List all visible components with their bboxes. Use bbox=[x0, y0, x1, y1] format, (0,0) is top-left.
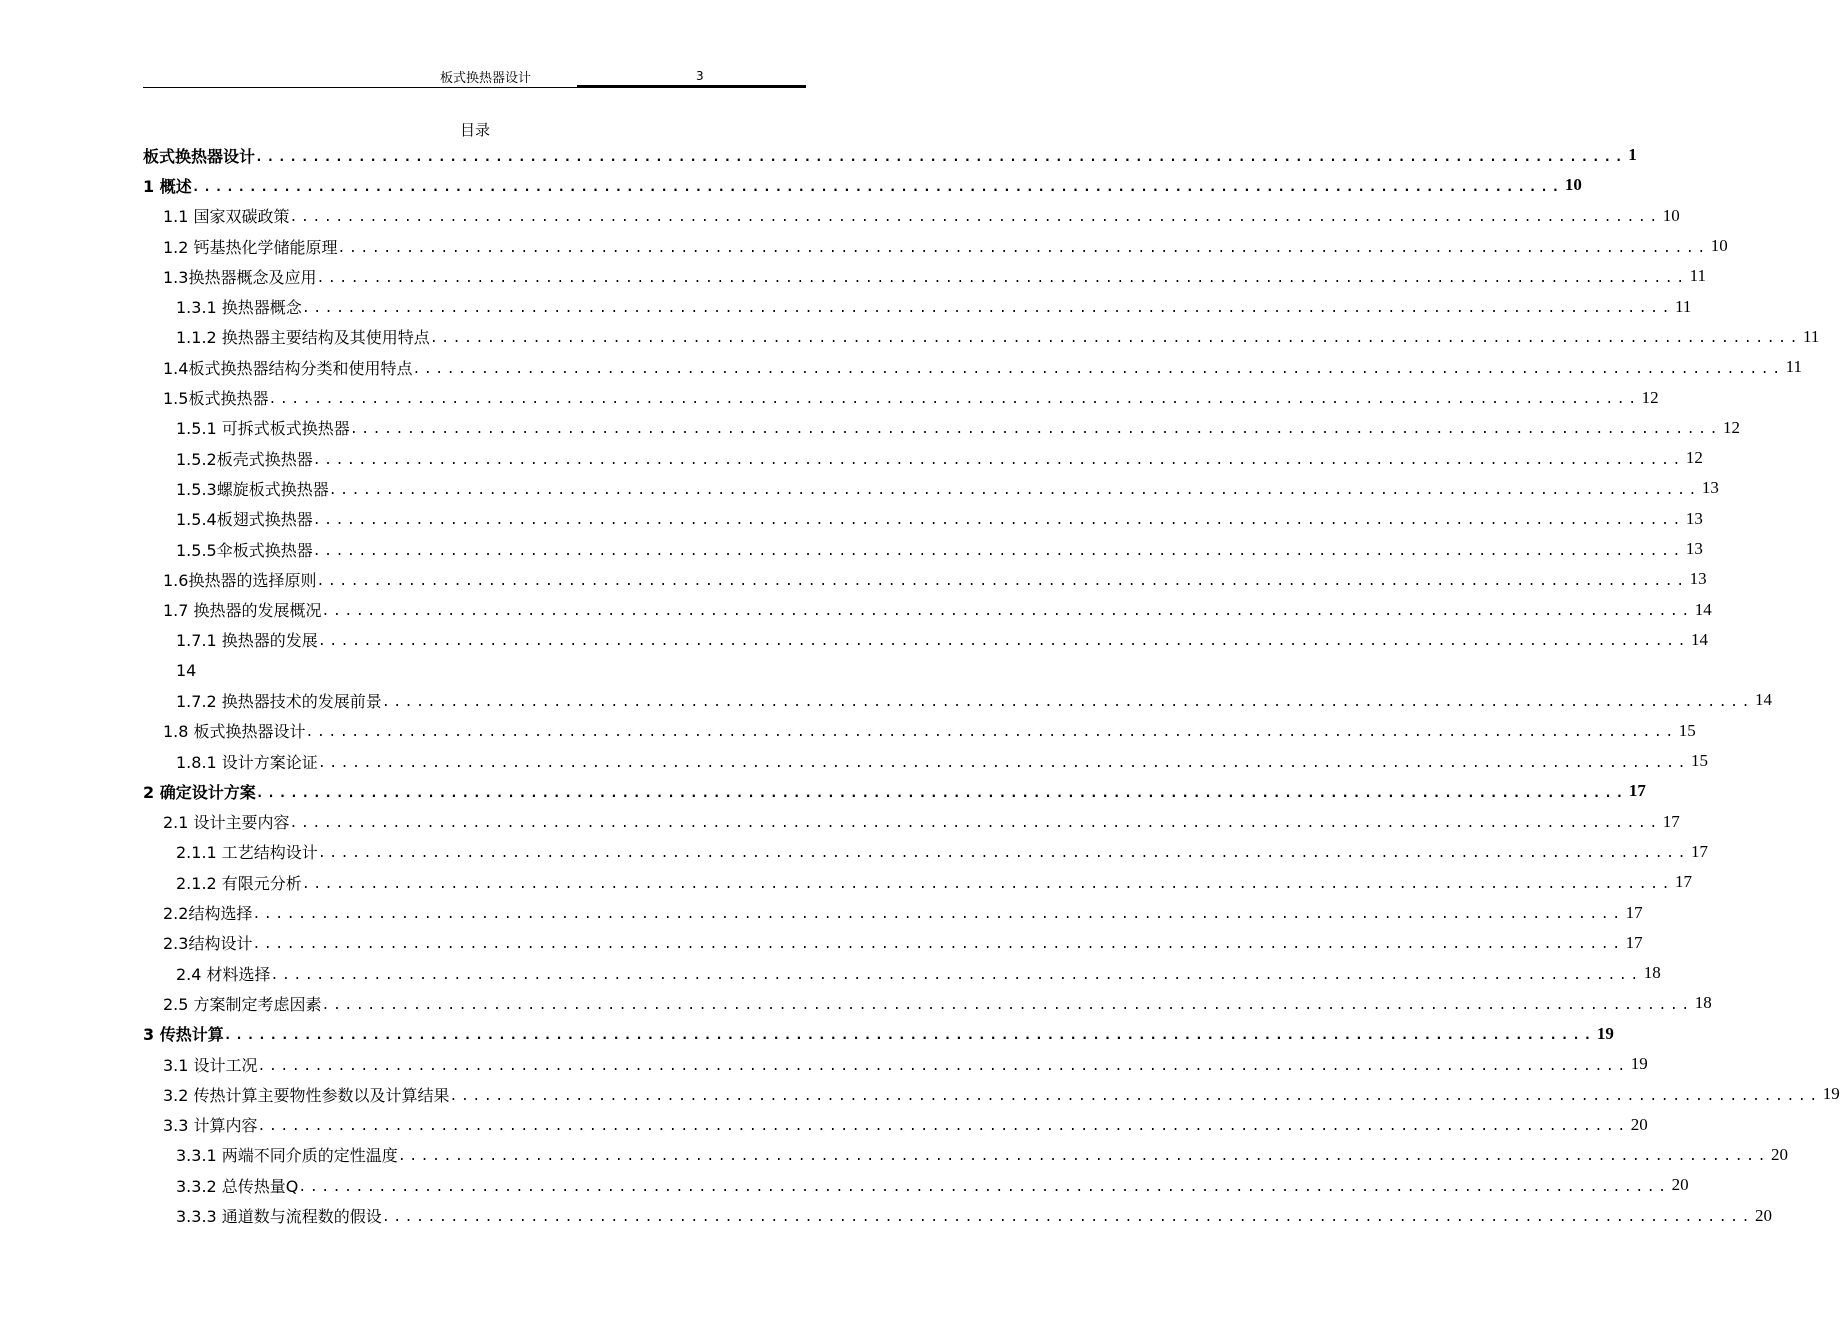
running-header-page-number: 3 bbox=[696, 69, 704, 83]
toc-entry-label: 1.7.1 换热器的发展 bbox=[176, 631, 318, 651]
toc-entry[interactable] bbox=[143, 1079, 1840, 1109]
toc-dot-leader: ........................................................................................................................ bbox=[321, 997, 1693, 1013]
toc-entry-label: 1.6换热器的选择原则 bbox=[163, 570, 317, 590]
header-rule bbox=[143, 87, 806, 88]
table-of-contents bbox=[143, 140, 1840, 1231]
toc-entry-label: 2 确定设计方案 bbox=[143, 782, 256, 802]
toc-entry[interactable] bbox=[143, 352, 1803, 382]
toc-entry-label: 1.5.3螺旋板式换热器 bbox=[176, 479, 329, 499]
header-rule-thick bbox=[577, 85, 806, 87]
toc-entry-label: 3.3.2 总传热量Q bbox=[176, 1176, 299, 1196]
toc-entry-label: 3.3 计算内容 bbox=[163, 1116, 258, 1136]
toc-entry-page-number: 17 bbox=[1625, 902, 1643, 922]
toc-entry-label: 2.4 材料选择 bbox=[176, 964, 271, 984]
toc-entry-page-number: 13 bbox=[1685, 508, 1703, 528]
toc-entry-label: 1.8 板式换热器设计 bbox=[163, 722, 306, 742]
toc-dot-leader: ........................................................................................................................ bbox=[257, 1119, 1629, 1135]
toc-entry[interactable] bbox=[143, 1170, 1689, 1200]
toc-dot-leader: ........................................................................................................................ bbox=[257, 1058, 1629, 1074]
toc-entry[interactable] bbox=[143, 473, 1719, 503]
toc-dot-leader: ........................................................................................................................ bbox=[289, 816, 1661, 832]
toc-entry[interactable] bbox=[143, 1049, 1648, 1079]
toc-entry[interactable] bbox=[143, 716, 1696, 746]
toc-entry-page-number: 10 bbox=[1662, 205, 1680, 225]
toc-entry-page-number: 17 bbox=[1691, 841, 1709, 861]
toc-entry[interactable] bbox=[143, 534, 1703, 564]
toc-entry[interactable] bbox=[143, 564, 1707, 594]
toc-entry-label: 1.2 钙基热化学储能原理 bbox=[163, 237, 338, 257]
toc-dot-leader: ........................................................................................................................ bbox=[191, 179, 1563, 195]
toc-entry[interactable] bbox=[143, 504, 1703, 534]
toc-entry[interactable] bbox=[143, 231, 1728, 261]
toc-dot-leader: ........................................................................................................................ bbox=[252, 907, 1624, 923]
toc-entry-page-number: 1 bbox=[1628, 145, 1637, 165]
toc-entry[interactable] bbox=[143, 988, 1712, 1018]
toc-entry-label: 1.5板式换热器 bbox=[163, 389, 269, 409]
toc-entry-label: 1 概述 bbox=[143, 176, 192, 196]
toc-entry-label: 14 bbox=[176, 660, 197, 680]
toc-entry-label: 1.5.2板壳式换热器 bbox=[176, 449, 313, 469]
toc-entry-label: 3.3.1 两端不同介质的定性温度 bbox=[176, 1146, 398, 1166]
toc-entry-page-number: 11 bbox=[1675, 296, 1692, 316]
toc-entry-page-number: 14 bbox=[1755, 690, 1773, 710]
toc-dot-leader: ........................................................................................................................ bbox=[316, 573, 1688, 589]
toc-entry[interactable] bbox=[143, 685, 1773, 715]
toc-entry-page-number: 14 bbox=[1694, 599, 1712, 619]
toc-entry[interactable] bbox=[143, 413, 1741, 443]
toc-entry[interactable] bbox=[143, 655, 806, 685]
toc-entry-page-number: 19 bbox=[1630, 1054, 1648, 1074]
toc-dot-leader: ........................................................................................................................ bbox=[381, 694, 1754, 710]
toc-entry-label: 1.4板式换热器结构分类和使用特点 bbox=[163, 358, 413, 378]
toc-entry-page-number: 11 bbox=[1803, 326, 1820, 346]
toc-dot-leader: ........................................................................................................................ bbox=[317, 634, 1690, 650]
toc-entry[interactable] bbox=[143, 625, 1709, 655]
toc-entry[interactable] bbox=[143, 170, 1582, 200]
toc-dot-leader: ........................................................................................................................ bbox=[255, 785, 1627, 801]
toc-entry-label: 2.2结构选择 bbox=[163, 904, 253, 924]
toc-entry-page-number: 18 bbox=[1694, 993, 1712, 1013]
toc-entry-label: 1.3.1 换热器概念 bbox=[176, 298, 302, 318]
toc-dot-leader: ........................................................................................................................ bbox=[349, 422, 1722, 438]
toc-entry-page-number: 15 bbox=[1678, 720, 1696, 740]
toc-entry-page-number: 10 bbox=[1564, 175, 1582, 195]
toc-dot-leader: ........................................................................................................................ bbox=[449, 1088, 1821, 1104]
toc-entry-page-number: 13 bbox=[1685, 539, 1703, 558]
toc-dot-leader: ........................................................................................................................ bbox=[317, 755, 1690, 771]
toc-dot-leader: ........................................................................................................................ bbox=[397, 1149, 1770, 1165]
toc-entry[interactable] bbox=[143, 746, 1709, 776]
toc-entry-page-number: 14 bbox=[1691, 629, 1709, 649]
toc-entry[interactable] bbox=[143, 261, 1707, 291]
toc-entry-page-number: 15 bbox=[1691, 751, 1709, 771]
toc-entry[interactable] bbox=[143, 322, 1820, 352]
toc-entry-page-number: 19 bbox=[1596, 1023, 1614, 1043]
toc-dot-leader: ........................................................................................................................ bbox=[381, 1210, 1754, 1226]
toc-entry-label: 2.1.1 工艺结构设计 bbox=[176, 843, 318, 863]
toc-entry-page-number: 10 bbox=[1710, 236, 1728, 256]
toc-entry[interactable] bbox=[143, 897, 1643, 927]
toc-dot-leader: ........................................................................................................................ bbox=[317, 846, 1690, 862]
toc-entry-page-number: 17 bbox=[1662, 811, 1680, 831]
toc-dot-leader: ........................................................................................................................ bbox=[337, 240, 1709, 256]
toc-dot-leader: ........................................................................................................................ bbox=[429, 331, 1802, 347]
toc-dot-leader: ........................................................................................................................ bbox=[252, 937, 1624, 953]
toc-dot-leader: ........................................................................................................................ bbox=[328, 482, 1700, 498]
toc-dot-leader: ........................................................................................................................ bbox=[289, 210, 1661, 226]
toc-entry-page-number: 20 bbox=[1755, 1205, 1773, 1225]
toc-entry-page-number: 12 bbox=[1723, 417, 1741, 437]
toc-dot-leader: ........................................................................................................................ bbox=[412, 361, 1784, 377]
toc-entry-page-number: 19 bbox=[1822, 1084, 1840, 1104]
toc-entry-label: 1.8.1 设计方案论证 bbox=[176, 752, 318, 772]
toc-entry-label: 1.1 国家双碳政策 bbox=[163, 207, 290, 227]
toc-entry[interactable] bbox=[143, 1110, 1648, 1140]
toc-entry[interactable] bbox=[143, 443, 1703, 473]
toc-entry[interactable] bbox=[143, 837, 1709, 867]
toc-entry-page-number: 13 bbox=[1689, 569, 1707, 589]
toc-entry[interactable] bbox=[143, 201, 1680, 231]
toc-entry-page-number: 17 bbox=[1628, 781, 1646, 801]
toc-entry[interactable] bbox=[143, 1019, 1614, 1049]
toc-entry-label: 2.3结构设计 bbox=[163, 934, 253, 954]
toc-entry[interactable] bbox=[143, 382, 1659, 412]
toc-dot-leader: ........................................................................................................................ bbox=[268, 392, 1640, 408]
toc-entry-label: 3.1 设计工况 bbox=[163, 1055, 258, 1075]
toc-entry-label: 1.1.2 换热器主要结构及其使用特点 bbox=[176, 328, 430, 348]
toc-entry-page-number: 11 bbox=[1785, 357, 1803, 377]
toc-entry-page-number: 17 bbox=[1675, 872, 1693, 892]
toc-entry-label: 2.1.2 有限元分析 bbox=[176, 873, 302, 893]
running-header-title: 板式换热器设计 bbox=[440, 71, 532, 86]
toc-entry-page-number: 11 bbox=[1689, 266, 1707, 286]
toc-entry[interactable] bbox=[143, 1200, 1773, 1230]
toc-entry-label: 2.1 设计主要内容 bbox=[163, 813, 290, 833]
toc-dot-leader: ........................................................................................................................ bbox=[312, 543, 1684, 559]
toc-entry-page-number: 20 bbox=[1671, 1175, 1689, 1195]
toc-entry-label: 3.2 传热计算主要物性参数以及计算结果 bbox=[163, 1085, 450, 1105]
toc-entry[interactable] bbox=[143, 291, 1692, 321]
toc-entry-page-number: 20 bbox=[1771, 1144, 1789, 1164]
toc-entry-label: 2.5 方案制定考虑因素 bbox=[163, 994, 322, 1014]
toc-entry[interactable] bbox=[143, 928, 1643, 958]
toc-entry-page-number: 20 bbox=[1630, 1114, 1648, 1134]
toc-entry[interactable] bbox=[143, 867, 1693, 897]
toc-entry-label: 1.7.2 换热器技术的发展前景 bbox=[176, 691, 382, 711]
toc-dot-leader: ........................................................................................................................ bbox=[305, 725, 1677, 741]
toc-dot-leader: ........................................................................................................................ bbox=[316, 270, 1688, 286]
toc-dot-leader: ........................................................................................................................ bbox=[321, 604, 1693, 620]
toc-entry[interactable] bbox=[143, 1140, 1789, 1170]
toc-entry-page-number: 17 bbox=[1625, 932, 1643, 952]
toc-entry-label: 1.5.5伞板式换热器 bbox=[176, 540, 313, 560]
toc-entry-page-number: 12 bbox=[1685, 448, 1703, 468]
toc-entry-page-number: 12 bbox=[1641, 387, 1659, 407]
toc-dot-leader: ........................................................................................................................ bbox=[255, 149, 1627, 165]
toc-entry[interactable] bbox=[143, 776, 1646, 806]
toc-entry[interactable] bbox=[143, 807, 1680, 837]
toc-entry-label: 1.5.4板翅式换热器 bbox=[176, 510, 313, 530]
toc-dot-leader: ........................................................................................................................ bbox=[312, 513, 1684, 529]
toc-dot-leader: ........................................................................................................................ bbox=[312, 452, 1684, 468]
toc-entry-label: 1.7 换热器的发展概况 bbox=[163, 601, 322, 621]
toc-entry-label: 1.3换热器概念及应用 bbox=[163, 267, 317, 287]
toc-entry-label: 1.5.1 可拆式板式换热器 bbox=[176, 419, 350, 439]
toc-dot-leader: ........................................................................................................................ bbox=[270, 967, 1642, 983]
toc-entry[interactable] bbox=[143, 958, 1661, 988]
toc-entry-page-number: 13 bbox=[1701, 478, 1719, 498]
toc-dot-leader: ........................................................................................................................ bbox=[301, 301, 1674, 317]
toc-dot-leader: ........................................................................................................................ bbox=[301, 876, 1674, 892]
toc-dot-leader: ........................................................................................................................ bbox=[223, 1028, 1595, 1044]
toc-dot-leader: ........................................................................................................................ bbox=[298, 1179, 1670, 1195]
toc-entry-label: 板式换热器设计 bbox=[143, 146, 256, 166]
toc-entry[interactable] bbox=[143, 594, 1712, 624]
toc-entry-label: 3 传热计算 bbox=[143, 1025, 224, 1045]
toc-entry[interactable] bbox=[143, 140, 1637, 170]
toc-entry-label: 3.3.3 通道数与流程数的假设 bbox=[176, 1207, 382, 1227]
toc-heading: 目录 bbox=[459, 121, 490, 139]
toc-entry-page-number: 18 bbox=[1643, 963, 1661, 983]
